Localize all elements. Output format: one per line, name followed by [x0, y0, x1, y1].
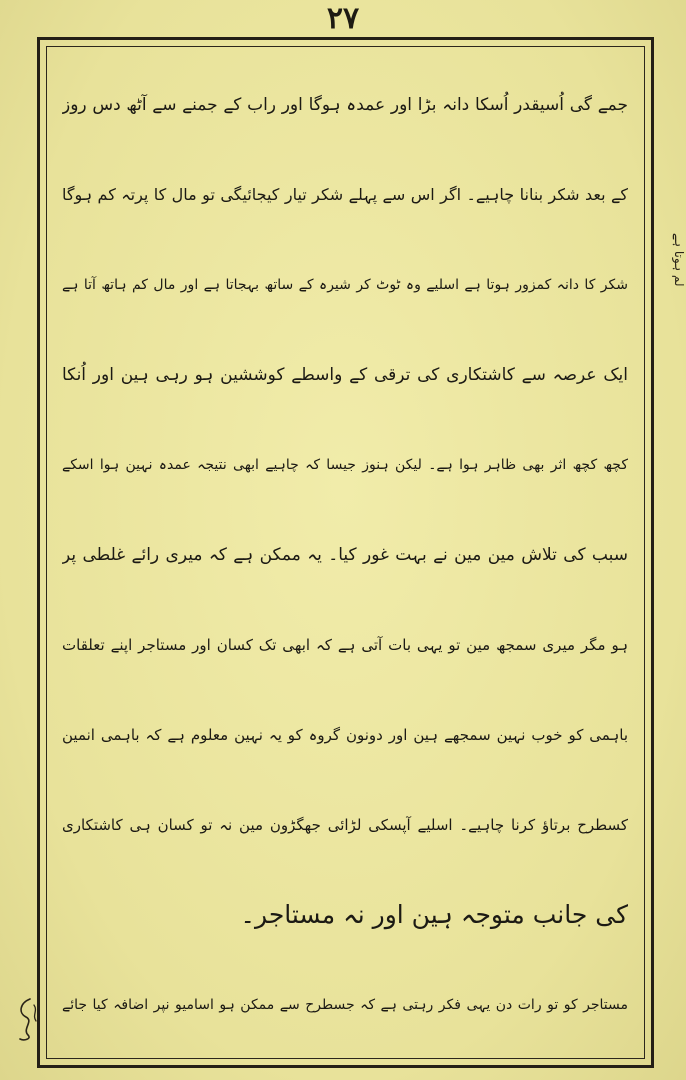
- text-line-4: ایک عرصہ سے کاشتکاری کی ترقی کے واسطے کوششین ہو رہی ہین اور اُنکا: [62, 365, 628, 385]
- text-line-1: جمے گی اُسیقدر اُسکا دانہ بڑا اور عمدہ ہوگا اور راب کے جمنے سے آٹھ دس روز: [62, 95, 628, 115]
- text-line-2: کے بعد شکر بنانا چاہیے۔ اگر اس سے پہلے شکر تیار کیجائیگی تو مال کا پرتہ کم ہوگا: [62, 185, 628, 204]
- text-line-11: مستاجر کو تو رات دن یہی فکر رہتی ہے کہ جسطرح سے ممکن ہو اسامیو نپر اضافہ کیا جائے: [62, 997, 628, 1013]
- text-line-10: کی جانب متوجہ ہین اور نہ مستاجر۔: [240, 900, 628, 929]
- text-line-3: شکر کا دانہ کمزور ہوتا ہے اسلیے وہ ٹوٹ کر شیرہ کے ساتھ بہجاتا ہے اور مال کم ہاتھ آتا ہے: [62, 277, 628, 293]
- text-line-6: سبب کی تلاش مین مین نے بہت غور کیا۔ یہ ممکن ہے کہ میری رائے غلطی پر: [62, 545, 628, 565]
- library-stamp-signature: [8, 995, 48, 1045]
- text-line-7: ہو مگر میری سمجھ مین تو یہی بات آتی ہے کہ ابھی تک کسان اور مستاجر اپنے تعلقات: [62, 636, 628, 654]
- urdu-text-body: [62, 60, 628, 1050]
- page-number: ۲۷: [326, 1, 360, 36]
- margin-annotation: لم ہوتا ہے: [672, 233, 686, 287]
- text-line-8: باہمی کو خوب نہین سمجھے ہین اور دونون گروہ کو یہ نہین معلوم ہے کہ باہمی انمین: [62, 726, 628, 744]
- text-line-5: کچھ کچھ اثر بھی ظاہر ہوا ہے۔ لیکن ہنوز جیسا کہ چاہیے ابھی نتیجہ عمدہ نہین ہوا اسکے: [62, 457, 628, 473]
- text-line-9: کسطرح برتاؤ کرنا چاہیے۔ اسلیے آپسکی لڑائی جھگڑون مین نہ تو کسان ہی کاشتکاری: [62, 816, 628, 834]
